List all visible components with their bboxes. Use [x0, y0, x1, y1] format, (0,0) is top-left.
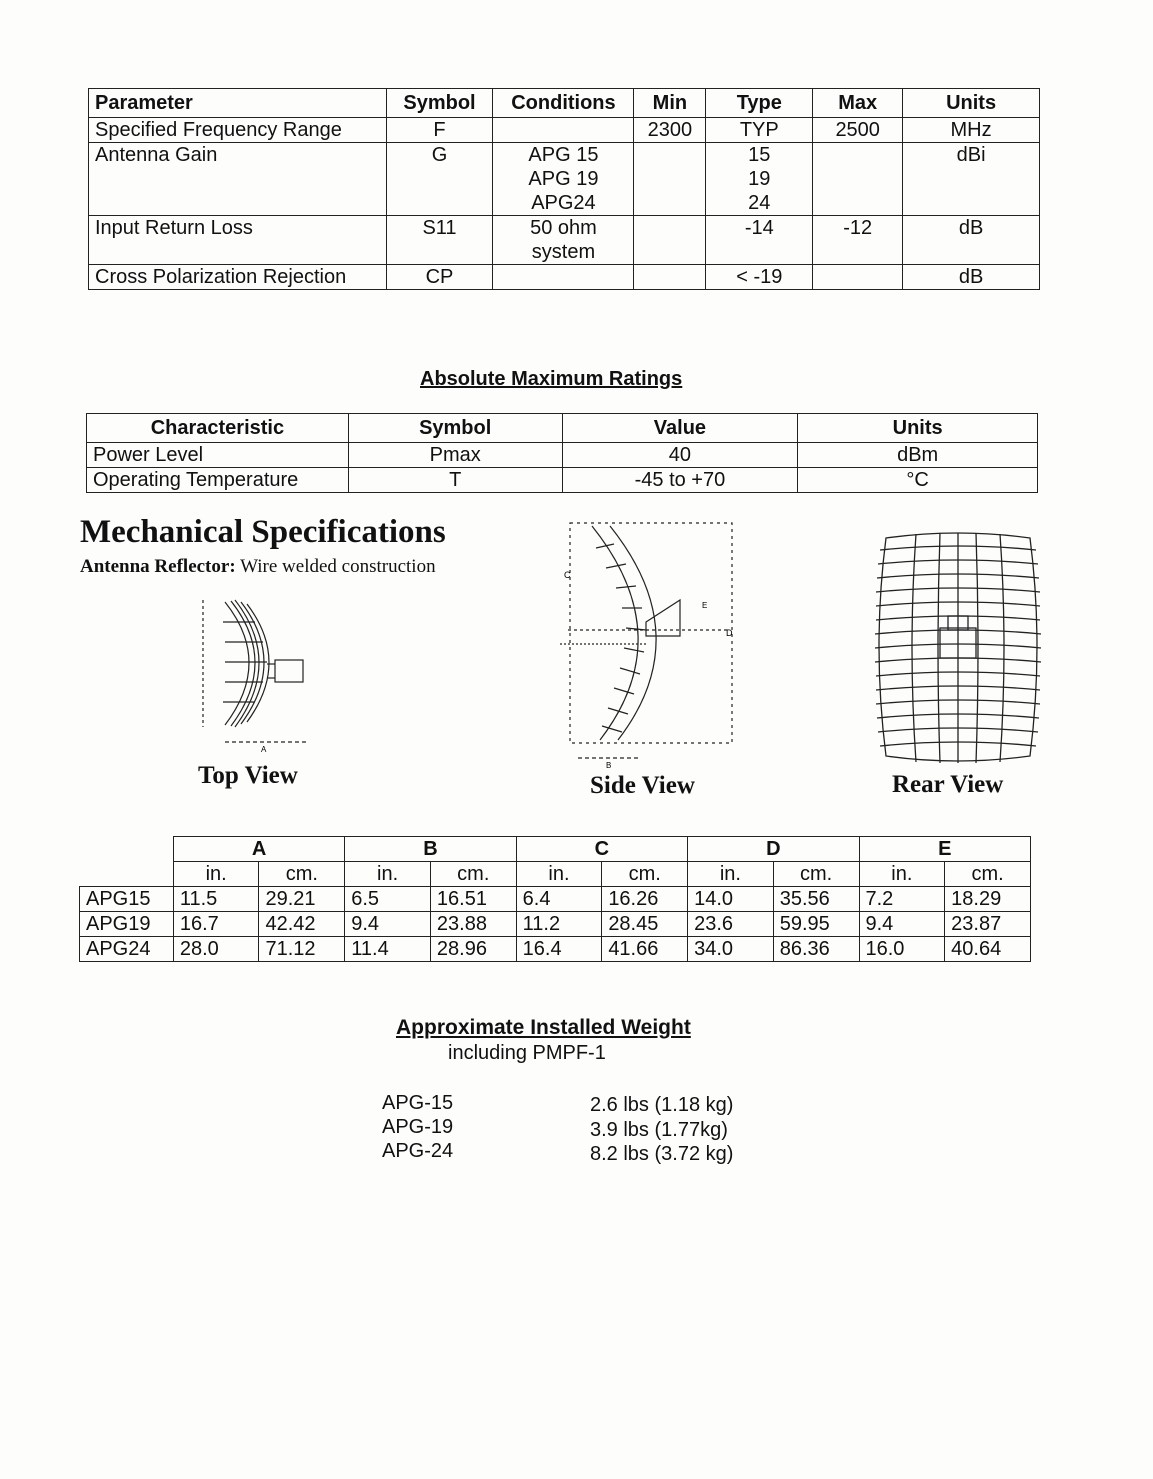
- dim-label-e: E: [702, 601, 708, 610]
- cell-type: -14: [706, 216, 813, 265]
- header-symbol: Symbol: [386, 89, 493, 118]
- cell-characteristic: Power Level: [87, 443, 349, 468]
- dim-label-a: A: [261, 745, 267, 754]
- cell-max: 2500: [813, 118, 903, 143]
- value-cell: 11.4: [345, 937, 431, 962]
- cell-conditions: [493, 265, 634, 290]
- unit-header: in.: [173, 862, 259, 887]
- table-row: [80, 887, 1031, 912]
- mechanical-title: Mechanical Specifications: [80, 514, 446, 550]
- cell-conditions: [493, 118, 634, 143]
- unit-header: cm.: [773, 862, 859, 887]
- value-cell: 40.64: [945, 937, 1031, 962]
- unit-header: cm.: [259, 862, 345, 887]
- header-max: Max: [813, 89, 903, 118]
- model-cell: APG19: [80, 912, 174, 937]
- cell-units: MHz: [903, 118, 1040, 143]
- value-cell: 11.5: [173, 887, 259, 912]
- value-cell: 28.96: [430, 937, 516, 962]
- header-value: Value: [562, 414, 798, 443]
- value-cell: 86.36: [773, 937, 859, 962]
- table-row: [89, 143, 1040, 216]
- value-cell: 28.45: [602, 912, 688, 937]
- cell-max: [813, 265, 903, 290]
- table-row: [89, 265, 1040, 290]
- group-header-a: A: [173, 837, 344, 862]
- top-view-drawing: [195, 592, 315, 757]
- cell-units: dBm: [798, 443, 1038, 468]
- unit-header: cm.: [945, 862, 1031, 887]
- table-row: [80, 912, 1031, 937]
- header-units: Units: [903, 89, 1040, 118]
- value-cell: 14.0: [688, 887, 774, 912]
- cell-min: 2300: [634, 118, 706, 143]
- unit-header: in.: [688, 862, 774, 887]
- value-cell: 34.0: [688, 937, 774, 962]
- value-cell: 71.12: [259, 937, 345, 962]
- value-cell: 16.4: [516, 937, 602, 962]
- cell-value: 40: [562, 443, 798, 468]
- unit-header: cm.: [430, 862, 516, 887]
- reflector-text: Wire welded construction: [240, 556, 436, 577]
- cell-symbol: G: [386, 143, 493, 216]
- table-row: [80, 937, 1031, 962]
- side-view-drawing: [530, 518, 740, 773]
- cell-symbol: F: [386, 118, 493, 143]
- cell-symbol: CP: [386, 265, 493, 290]
- group-header-b: B: [345, 837, 516, 862]
- cell-parameter: Antenna Gain: [89, 143, 387, 216]
- value-cell: 23.87: [945, 912, 1031, 937]
- unit-header: in.: [859, 862, 945, 887]
- absolute-max-title: Absolute Maximum Ratings: [420, 368, 683, 390]
- table-row: [87, 468, 1038, 493]
- weight-value: 3.9 lbs (1.77kg): [590, 1119, 728, 1141]
- cell-conditions: [493, 143, 634, 216]
- corner-cell: [80, 837, 174, 862]
- value-cell: 23.6: [688, 912, 774, 937]
- condition-line: APG24: [531, 192, 596, 214]
- value-cell: 28.0: [173, 937, 259, 962]
- cell-type: TYP: [706, 118, 813, 143]
- header-conditions: Conditions: [493, 89, 634, 118]
- cell-parameter: Cross Polarization Rejection: [89, 265, 387, 290]
- weight-subtitle: including PMPF-1: [448, 1042, 606, 1064]
- cell-value: -45 to +70: [562, 468, 798, 493]
- header-min: Min: [634, 89, 706, 118]
- grid-lines: [875, 533, 1041, 763]
- cell-type: < -19: [706, 265, 813, 290]
- cell-units: °C: [798, 468, 1038, 493]
- top-view-label: Top View: [198, 762, 298, 789]
- side-view-label: Side View: [590, 772, 695, 799]
- table-row: [87, 443, 1038, 468]
- unit-header: cm.: [602, 862, 688, 887]
- value-cell: 41.66: [602, 937, 688, 962]
- value-cell: 6.4: [516, 887, 602, 912]
- value-cell: 11.2: [516, 912, 602, 937]
- reflector-description: [80, 556, 436, 578]
- reflector-label: Antenna Reflector:: [80, 556, 236, 577]
- group-header-d: D: [688, 837, 859, 862]
- cell-min: [634, 143, 706, 216]
- group-header-c: C: [516, 837, 687, 862]
- condition-line: system: [531, 241, 596, 263]
- weight-model: APG-24: [382, 1140, 454, 1162]
- dimensions-table: [79, 836, 1031, 962]
- cell-units: dB: [903, 265, 1040, 290]
- header-units: Units: [798, 414, 1038, 443]
- type-line: 15: [748, 144, 771, 166]
- header-symbol: Symbol: [348, 414, 562, 443]
- unit-row: [80, 862, 1031, 887]
- weight-model: APG-15: [382, 1092, 454, 1114]
- rear-view-drawing: [868, 532, 1048, 764]
- weight-title: Approximate Installed Weight: [396, 1016, 691, 1039]
- table-header-row: [87, 414, 1038, 443]
- cell-parameter: Specified Frequency Range: [89, 118, 387, 143]
- unit-header: in.: [516, 862, 602, 887]
- value-cell: 18.29: [945, 887, 1031, 912]
- cell-symbol: S11: [386, 216, 493, 265]
- cell-units: dBi: [903, 143, 1040, 216]
- weight-value: 2.6 lbs (1.18 kg): [590, 1094, 734, 1116]
- header-parameter: Parameter: [89, 89, 387, 118]
- condition-line: 50 ohm: [530, 217, 597, 239]
- cell-max: [813, 143, 903, 216]
- dim-label-d: D: [726, 628, 733, 638]
- header-type: Type: [706, 89, 813, 118]
- value-cell: 6.5: [345, 887, 431, 912]
- cell-units: dB: [903, 216, 1040, 265]
- absolute-max-table: [86, 413, 1038, 493]
- dim-label-b: B: [606, 761, 612, 770]
- condition-line: APG 15: [528, 144, 599, 166]
- value-cell: 16.51: [430, 887, 516, 912]
- header-characteristic: Characteristic: [87, 414, 349, 443]
- value-cell: 9.4: [345, 912, 431, 937]
- type-line: 19: [748, 168, 771, 190]
- value-cell: 23.88: [430, 912, 516, 937]
- cell-symbol: T: [348, 468, 562, 493]
- cell-conditions: [493, 216, 634, 265]
- value-cell: 16.7: [173, 912, 259, 937]
- value-cell: 42.42: [259, 912, 345, 937]
- cell-max: -12: [813, 216, 903, 265]
- weight-model: APG-19: [382, 1116, 454, 1138]
- cell-symbol: Pmax: [348, 443, 562, 468]
- value-cell: 16.0: [859, 937, 945, 962]
- value-cell: 29.21: [259, 887, 345, 912]
- cell-type: [706, 143, 813, 216]
- table-header-row: [89, 89, 1040, 118]
- value-cell: 16.26: [602, 887, 688, 912]
- corner-cell: [80, 862, 174, 887]
- group-header-e: E: [859, 837, 1031, 862]
- type-line: 24: [748, 192, 771, 214]
- model-cell: APG15: [80, 887, 174, 912]
- rear-view-label: Rear View: [892, 771, 1004, 798]
- cell-min: [634, 216, 706, 265]
- model-cell: APG24: [80, 937, 174, 962]
- cell-characteristic: Operating Temperature: [87, 468, 349, 493]
- dim-label-c: C: [564, 570, 571, 580]
- value-cell: 35.56: [773, 887, 859, 912]
- condition-line: APG 19: [528, 168, 599, 190]
- dimension-group-row: [80, 837, 1031, 862]
- cell-min: [634, 265, 706, 290]
- table-row: [89, 216, 1040, 265]
- electrical-spec-table: [88, 88, 1040, 290]
- unit-header: in.: [345, 862, 431, 887]
- table-row: [89, 118, 1040, 143]
- value-cell: 9.4: [859, 912, 945, 937]
- weight-value: 8.2 lbs (3.72 kg): [590, 1143, 734, 1165]
- value-cell: 7.2: [859, 887, 945, 912]
- cell-parameter: Input Return Loss: [89, 216, 387, 265]
- value-cell: 59.95: [773, 912, 859, 937]
